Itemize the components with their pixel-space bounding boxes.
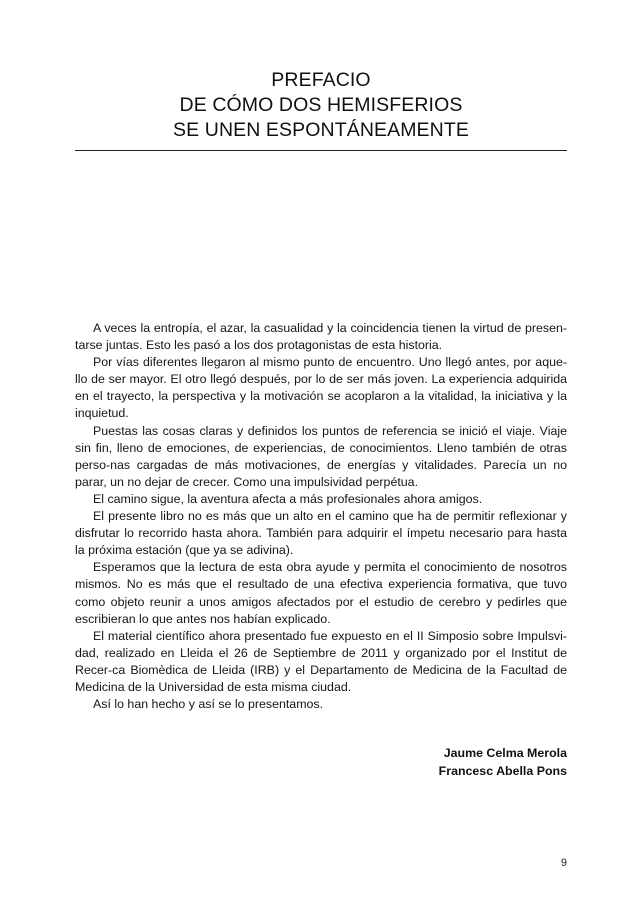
author-name-1: Jaume Celma Merola (443, 746, 567, 760)
paragraph: El material científico ahora presentado fue expuesto en el II Simposio sobre Impulsvi-dad, realizado en Lleida el 26 de Septiembre de 2011 y organizado por el Institut de Recer-ca Biomèdica de Lleida (IRB) y el Departamento de Medicina de la Facultad de Medicina de la Universidad de esta misma ciudad. (75, 628, 567, 694)
paragraph: Así lo han hecho y así se lo presentamos. (93, 697, 324, 712)
page-number: 9 (560, 857, 567, 869)
paragraph: Por vías diferentes llegaron al mismo punto de encuentro. Uno llegó antes, por aque-llo de ser mayor. El otro llegó después, por lo de ser más joven. La experiencia adquirida en el trayecto, la perspectiva y la motivación se acoplaron a la vitalidad, la iniciativa y la inquietud. (75, 355, 567, 421)
paragraph: A veces la entropía, el azar, la casualidad y la coincidencia tienen la virtud de presen-tarse juntas. Esto les pasó a los dos protagonistas de esta historia. (75, 321, 567, 353)
chapter-title (75, 68, 567, 143)
paragraph: El camino sigue, la aventura afecta a más profesionales ahora amigos. (93, 491, 483, 506)
title-line-1: PREFACIO (271, 69, 371, 91)
paragraph: Esperamos que la lectura de esta obra ayude y permita el conocimiento de nosotros mismos. No es más que el resultado de una efectiva experiencia formativa, que tuvo como objeto reunir a unos amigos afectados por el estudio de cerebro y pedirles que escribieran lo que antes nos habían explicado. (75, 560, 567, 626)
paragraph: Puestas las cosas claras y definidos los puntos de referencia se inició el viaje. Viaje sin fin, lleno de emociones, de experiencias, de conocimientos. Lleno también de otras perso-nas cargadas de más motivaciones, de energías y vitalidades. Parecía un no parar, un no dejar de crecer. Como una impulsividad perpétua. (75, 423, 567, 489)
author-signatures (439, 744, 567, 780)
title-line-2: DE CÓMO DOS HEMISFERIOS (179, 94, 463, 116)
preface-body (75, 320, 567, 713)
title-line-3: SE UNEN ESPONTÁNEAMENTE (173, 119, 469, 141)
paragraph: El presente libro no es más que un alto en el camino que ha de permitir reflexionar y disfrutar lo recorrido hasta ahora. También para adquirir el ímpetu necesario para hasta la próxima estación (que ya se adivina). (75, 509, 567, 558)
author-name-2: Francesc Abella Pons (438, 764, 567, 778)
title-divider (75, 150, 567, 151)
